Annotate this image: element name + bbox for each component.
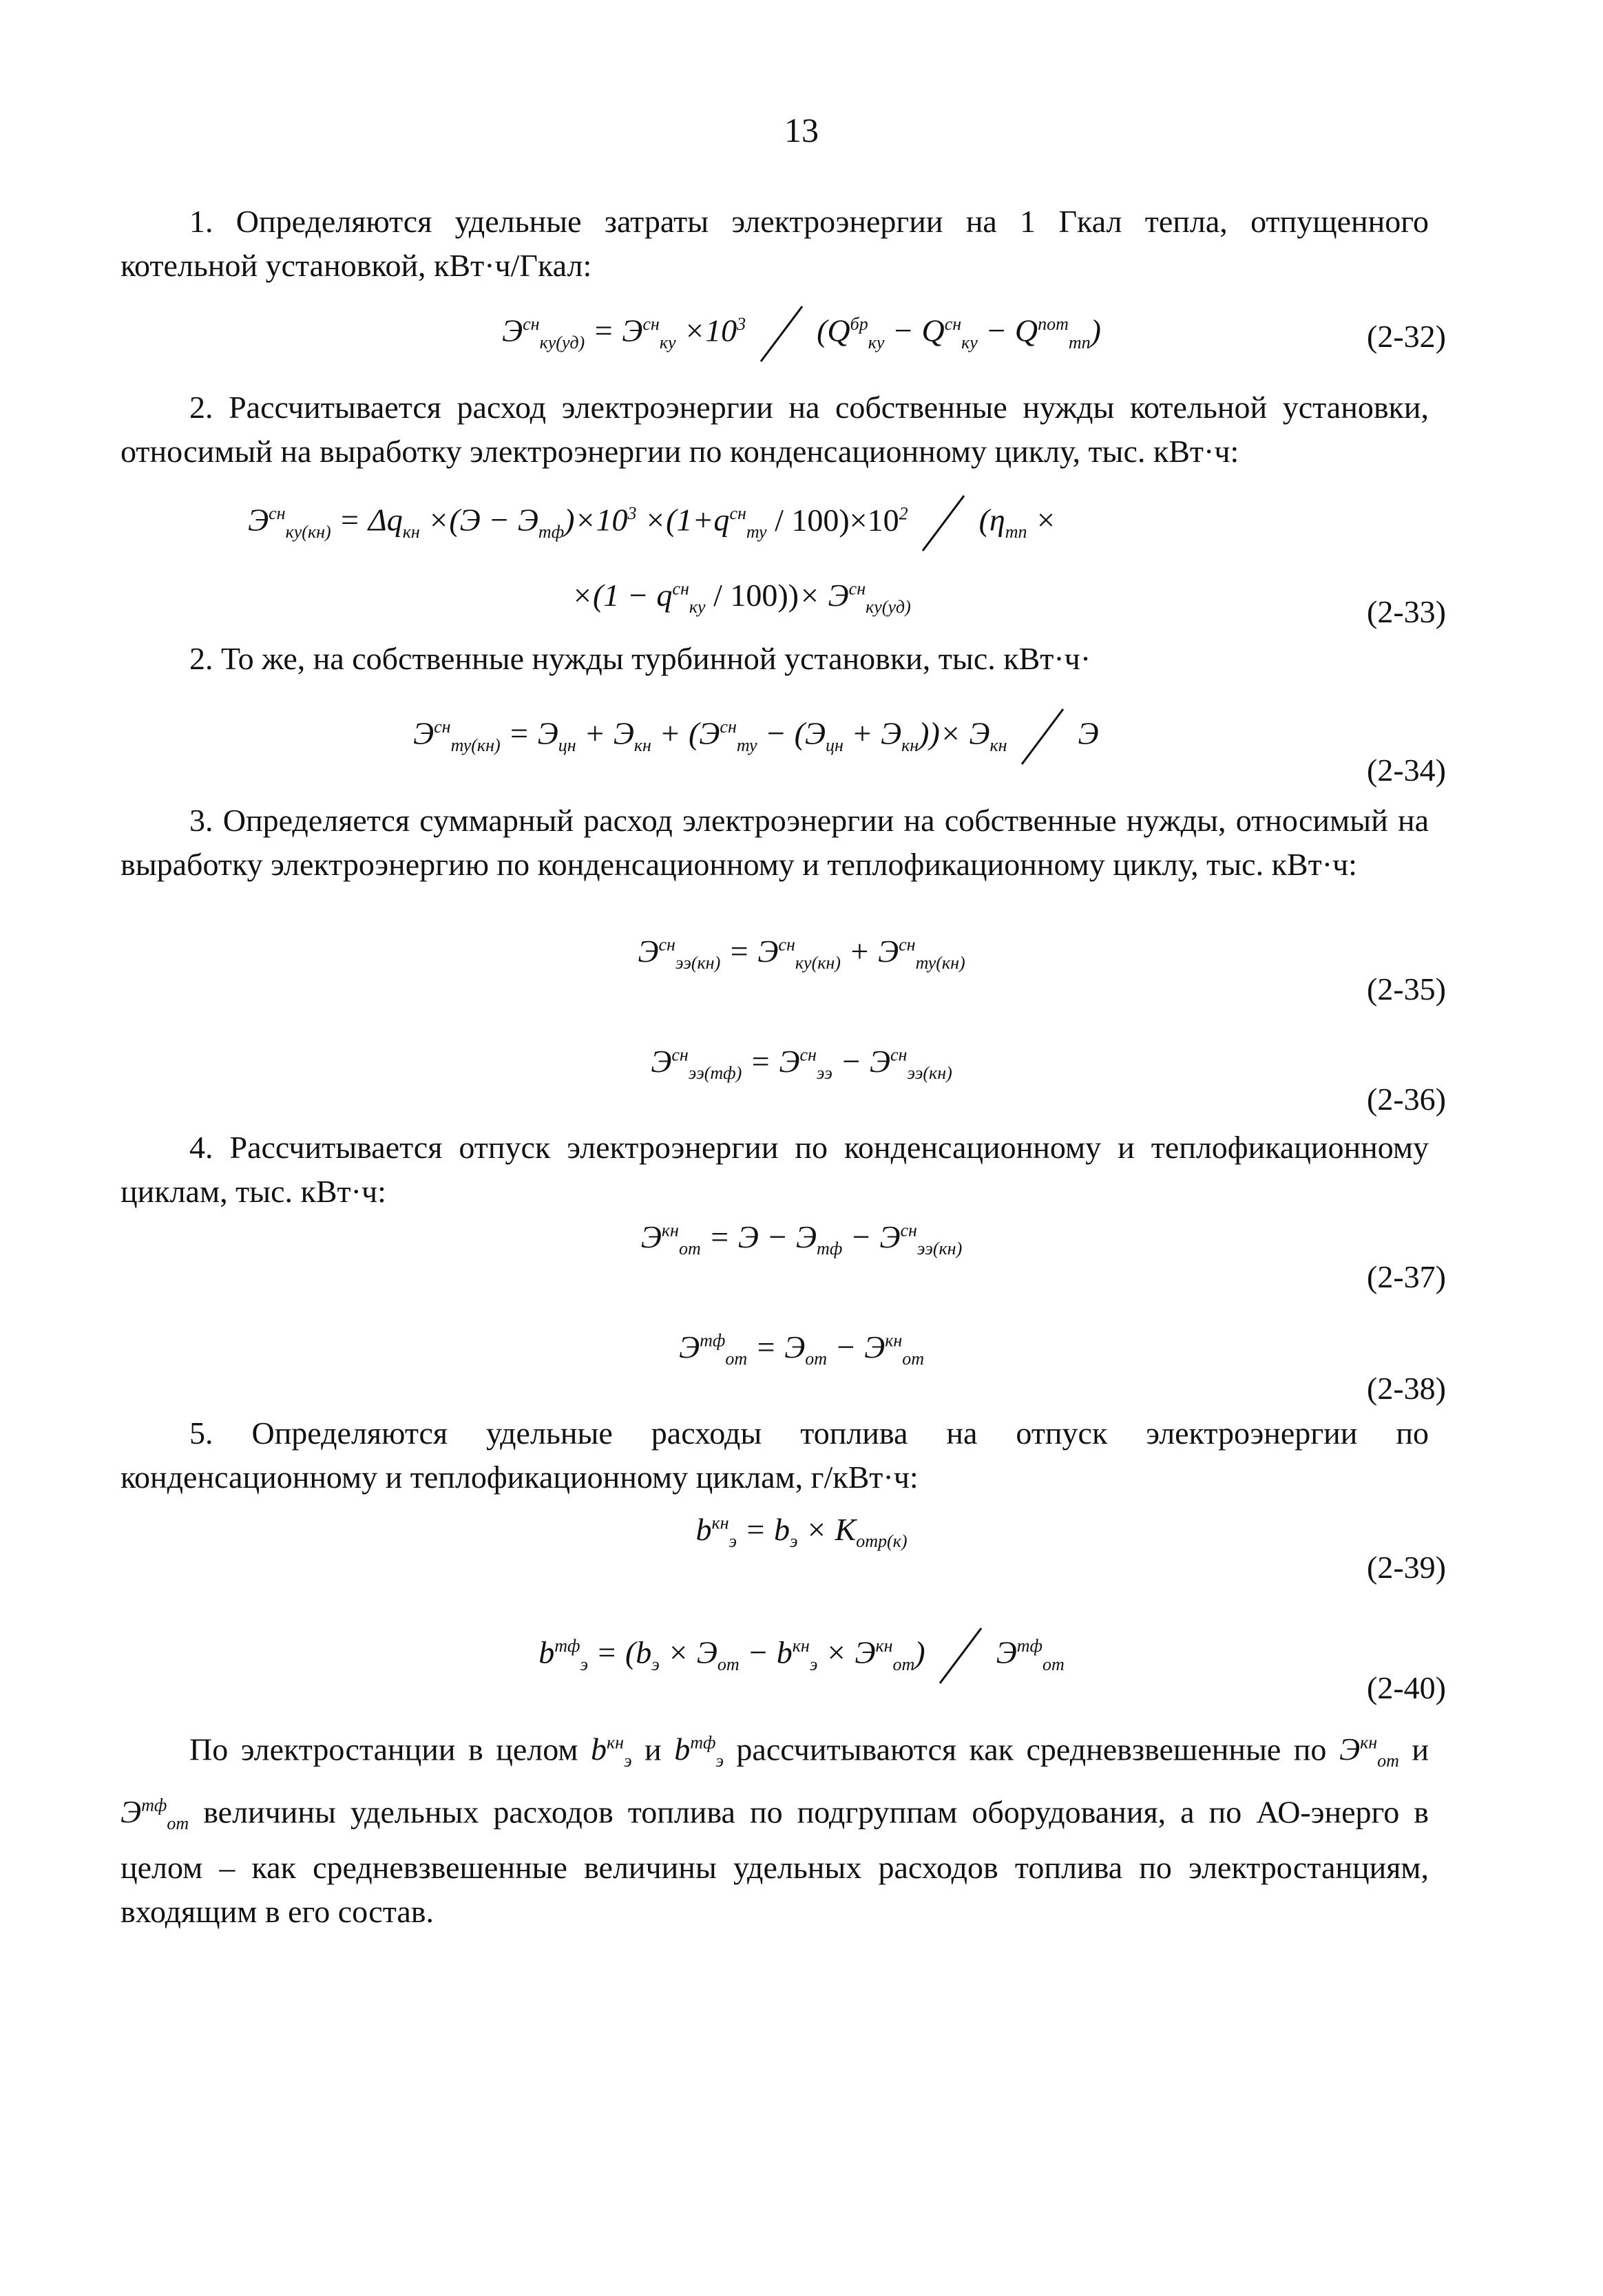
equation-number-2-36: (2-36) — [1367, 1082, 1446, 1117]
paragraph-2: 2. Рассчитывается расход электроэнергии на собственные нужды котельной установки, относимый на выработку электроэнергии по конденсационному циклу, тыс. кВт·ч: — [121, 390, 1429, 469]
formula-2-40: $b^{тф}_э = (b_э \times Э_{от} - b^{кн}_э \times Э^{кн}_{от})$ $Э^{тф}_{от}$ — [0, 1625, 1603, 1687]
fraction-slash-icon — [754, 303, 809, 365]
formula-2-37: $Э^{кн}_{от} = Э - Э_{тф} - Э^{сн}_{ээ(кн)}$ — [640, 1219, 963, 1259]
equation-number-2-39: (2-39) — [1367, 1550, 1446, 1585]
inline-formula-e-tf: $Э^{тф}_{от}$ — [121, 1793, 189, 1834]
equation-number-2-37: (2-37) — [1367, 1259, 1446, 1294]
paragraph-5: 4. Рассчитывается отпуск электроэнергии по конденсационному и теплофикационному циклам, тыс. кВт·ч: — [121, 1130, 1429, 1209]
inline-formula-e-kn: $Э^{кн}_{от}$ — [1339, 1731, 1399, 1771]
paragraph-7-text-b: и — [645, 1731, 662, 1767]
equation-number-2-40: (2-40) — [1367, 1670, 1446, 1705]
paragraph-7-text-c: рассчитываются как средневзвешенные по — [736, 1731, 1327, 1767]
inline-formula-b-tf: $b^{тф}_э$ — [674, 1731, 724, 1771]
formula-2-33-line-2: $\times(1 - q^{сн}_{ку} / 100))\times Э^{сн}_{ку(уд)}$ — [572, 578, 911, 618]
paragraph-3: 2. То же, на собственные нужды турбинной установки, тыс. кВт·ч· — [189, 641, 1091, 676]
equation-number-2-33: (2-33) — [1367, 594, 1446, 629]
formula-2-33-line-1: $Э^{сн}_{ку(кн)} = \Delta q_{кн} \times(Э - Э_{тф})\times 10^3 \times(1+q^{сн}_{ту} / 100)\times 10^2$ ($\eta_{тп}$ × — [248, 492, 1281, 554]
paragraph-6: 5. Определяются удельные расходы топлива на отпуск электроэнергии по конденсационному и теплофикационному циклам, г/кВт·ч: — [121, 1415, 1429, 1495]
inline-formula-b-kn: $b^{кн}_э$ — [591, 1731, 632, 1771]
paragraph-4: 3. Определяется суммарный расход электроэнергии на собственные нужды, относимый на выработку электроэнергию по конденсационному и теплофикационному циклу, тыс. кВт·ч: — [121, 803, 1429, 882]
equation-number-2-38: (2-38) — [1367, 1371, 1446, 1406]
formula-2-35: $Э^{сн}_{ээ(кн)} = Э^{сн}_{ку(кн)} + Э^{сн}_{ту(кн)}$ — [638, 934, 965, 973]
paragraph-1: 1. Определяются удельные затраты электроэнергии на 1 Гкал тепла, отпущенного котельной установкой, кВт·ч/Гкал: — [121, 204, 1429, 283]
fraction-slash-icon — [1015, 706, 1070, 768]
formula-2-38: $Э^{тф}_{от} = Э_{от} - Э^{кн}_{от}$ — [678, 1329, 925, 1369]
equation-number-2-34: (2-34) — [1367, 752, 1446, 788]
formula-2-32: $Э^{сн}_{ку(уд)} = Э^{сн}_{ку} \times 10^3$ $(Q^{бр}_{ку} - Q^{сн}_{ку} - Q^{пот}_{тп})$ — [0, 303, 1603, 365]
paragraph-7-text-d: и — [1412, 1731, 1429, 1767]
formula-2-34: $Э^{сн}_{ту(кн)} = Э_{цн} + Э_{кн} + (Э^{сн}_{ту} - (Э_{цн} + Э_{кн}))\times Э_{кн}$ Э — [413, 706, 1308, 768]
formula-2-39: $b^{кн}_э = b_э \times K_{отр(к)}$ — [695, 1512, 908, 1552]
fraction-slash-icon — [916, 492, 971, 554]
formula-2-36: $Э^{сн}_{ээ(тф)} = Э^{сн}_{ээ} - Э^{сн}_{ээ(кн)}$ — [651, 1044, 952, 1084]
paragraph-7-text-a: По электростанции в целом — [189, 1731, 578, 1767]
fraction-slash-icon — [933, 1625, 988, 1687]
page-number: 13 — [784, 111, 819, 149]
equation-number-2-32: (2-32) — [1367, 319, 1446, 354]
paragraph-7 — [121, 1721, 1429, 1934]
equation-number-2-35: (2-35) — [1367, 971, 1446, 1007]
paragraph-7-text-e: величины удельных расходов топлива по подгруппам оборудования, а по АО-энерго в целом – как средневзвешенные величины удельных расходов топлива по электростанциям, входящим в его состав. — [121, 1793, 1429, 1930]
